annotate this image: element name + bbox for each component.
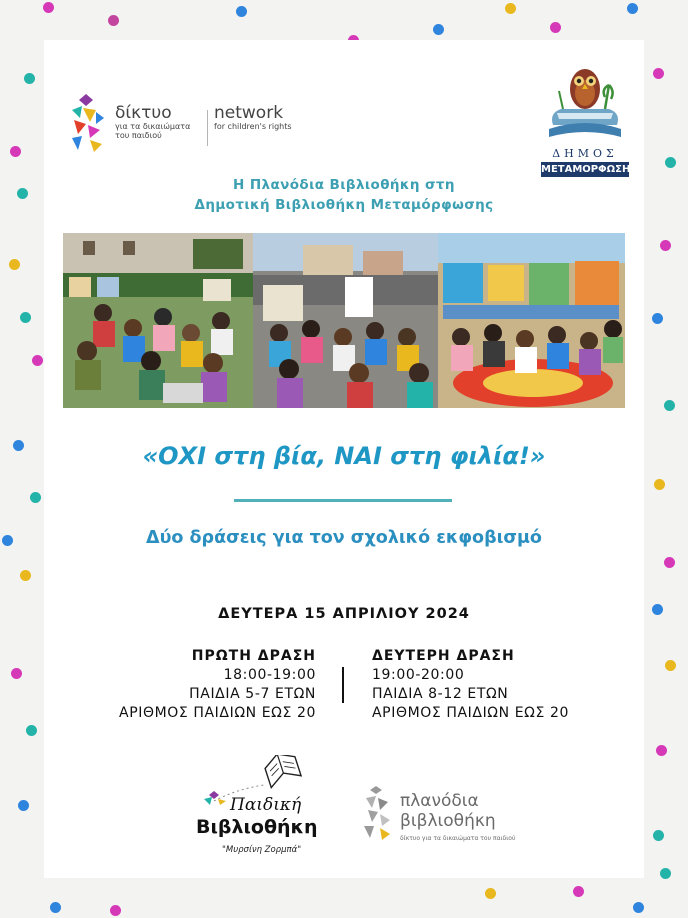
confetti-dot <box>652 604 663 615</box>
network-logo-greek <box>115 104 207 140</box>
confetti-dot <box>660 868 671 879</box>
mobile-library-line3: δίκτυο για τα δικαιώματα του παιδιού <box>400 835 516 842</box>
mobile-library-line2: βιβλιοθήκη <box>400 811 496 831</box>
confetti-dot <box>664 400 675 411</box>
confetti-dot <box>653 830 664 841</box>
confetti-dot <box>30 492 41 503</box>
session-capacity: ΑΡΙΘΜΟΣ ΠΑΙΔΙΩΝ ΕΩΣ 20 <box>119 705 316 721</box>
confetti-dot <box>573 886 584 897</box>
session-second <box>372 647 569 723</box>
session-title: ΠΡΩΤΗ ΔΡΑΣΗ <box>191 648 316 664</box>
confetti-dot <box>2 535 13 546</box>
confetti-dot <box>652 313 663 324</box>
session-divider <box>342 667 344 703</box>
network-english-word: network <box>214 103 284 123</box>
confetti-dot <box>236 6 247 17</box>
confetti-dot <box>17 188 28 199</box>
confetti-dot <box>433 24 444 35</box>
kids-library-logo <box>192 755 332 865</box>
poster-card <box>44 40 644 878</box>
network-logo-divider <box>207 110 208 146</box>
confetti-dot <box>24 73 35 84</box>
event-slogan: «ΟΧΙ στη βία, ΝΑΙ στη φιλία!» <box>142 442 546 470</box>
municipality-logo <box>539 55 638 183</box>
session-ages: ΠΑΙΔΙΑ 8-12 ΕΤΩΝ <box>372 686 509 702</box>
confetti-dot <box>9 259 20 270</box>
confetti-dot <box>627 3 638 14</box>
confetti-dot <box>26 725 37 736</box>
confetti-dot <box>43 2 54 13</box>
session-title: ΔΕΥΤΕΡΗ ΔΡΑΣΗ <box>372 648 515 664</box>
confetti-dot <box>665 660 676 671</box>
photo-street-reading <box>253 233 438 408</box>
confetti-dot <box>13 440 24 451</box>
event-subheading: Δύο δράσεις για τον σχολικό εκφοβισμό <box>146 528 542 548</box>
confetti-dot <box>660 240 671 251</box>
network-greek-word: δίκτυο <box>115 103 172 123</box>
event-location-line2: Δημοτική Βιβλιοθήκη Μεταμόρφωσης <box>194 197 494 213</box>
confetti-dot <box>11 668 22 679</box>
confetti-dot <box>654 479 665 490</box>
confetti-dot <box>664 557 675 568</box>
event-location-title <box>44 175 644 215</box>
mobile-library-line1: πλανόδια <box>400 791 479 811</box>
municipality-line2: ΜΕΤΑΜΟΡΦΩΣΗΣ <box>541 164 638 175</box>
session-first <box>119 647 316 723</box>
network-logo-english <box>214 104 294 131</box>
photo-indoor-library <box>438 233 625 408</box>
photo-outdoor-garden <box>63 233 253 408</box>
confetti-dot <box>110 905 121 916</box>
confetti-dot <box>505 3 516 14</box>
session-time: 18:00-19:00 <box>223 667 316 683</box>
session-time: 19:00-20:00 <box>372 667 465 683</box>
event-location-line1: Η Πλανόδια Βιβλιοθήκη στη <box>233 177 455 193</box>
event-date: ΔΕΥΤΕΡΑ 15 ΑΠΡΙΛΙΟΥ 2024 <box>218 606 470 622</box>
confetti-dot <box>20 570 31 581</box>
confetti-dot <box>10 146 21 157</box>
confetti-dot <box>20 312 31 323</box>
kids-library-line2: Βιβλιοθήκη <box>196 816 318 838</box>
confetti-dot <box>108 15 119 26</box>
session-ages: ΠΑΙΔΙΑ 5-7 ΕΤΩΝ <box>189 686 316 702</box>
confetti-dot <box>653 68 664 79</box>
network-english-tagline: for children's rights <box>214 122 292 131</box>
municipality-line1: ΔΗΜΟΣ <box>552 147 618 160</box>
network-logo-mark <box>66 92 106 152</box>
kids-library-line1: Παιδική <box>230 795 302 815</box>
confetti-dot <box>633 902 644 913</box>
confetti-dot <box>656 745 667 756</box>
mobile-library-figure-icon <box>358 780 398 850</box>
confetti-dot <box>665 157 676 168</box>
mobile-library-logo <box>358 780 538 860</box>
photo-collage <box>63 233 625 408</box>
confetti-dot <box>550 22 561 33</box>
owl-emblem-icon <box>539 55 631 145</box>
network-greek-tagline: για τα δικαιώματα του παιδιού <box>115 122 191 140</box>
confetti-dot <box>18 800 29 811</box>
session-capacity: ΑΡΙΘΜΟΣ ΠΑΙΔΙΩΝ ΕΩΣ 20 <box>372 705 569 721</box>
confetti-dot <box>50 902 61 913</box>
kids-library-line3: "Μυρσίνη Ζορμπά" <box>222 845 302 855</box>
slogan-divider <box>234 499 452 502</box>
confetti-dot <box>32 355 43 366</box>
confetti-dot <box>485 888 496 899</box>
